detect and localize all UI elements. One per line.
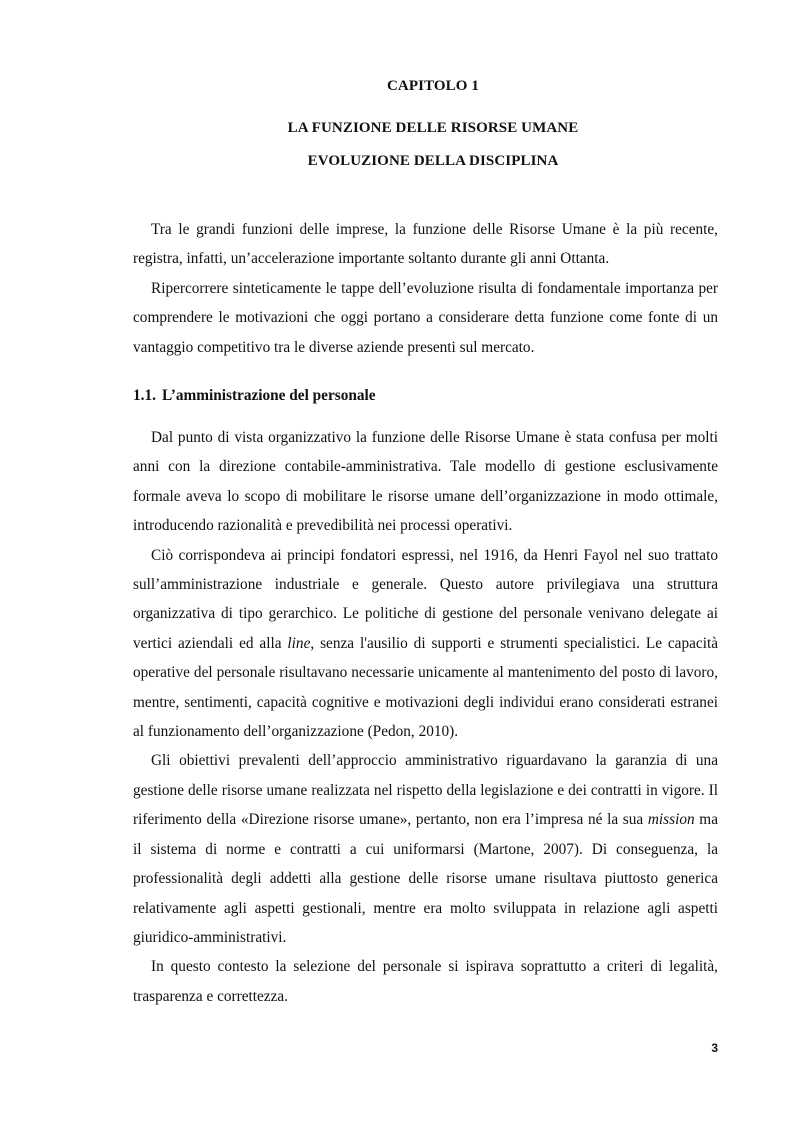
paragraph-text: ma il sistema di norme e contratti a cui uniformarsi (Martone, 2007). Di conseguenza, la professionalità degli addetti alla gestione delle risorse umane risultava piuttosto generica relativamente agli aspetti gestionali, mentre era molto sviluppata in relazione agli aspetti giuridico-amministrativi. — [133, 811, 718, 946]
body-paragraph — [133, 541, 718, 747]
italic-term: mission — [647, 811, 695, 829]
chapter-title: LA FUNZIONE DELLE RISORSE UMANE — [287, 120, 579, 136]
body-paragraph: Dal punto di vista organizzativo la funzione delle Risorse Umane è stata confusa per molti anni con la direzione contabile-amministrativa. Tale modello di gestione esclusivamente formale aveva lo scopo di mobilitare le risorse umane dell’organizzazione in modo ottimale, introducendo razionalità e prevedibilità nei processi operativi. — [133, 429, 718, 535]
chapter-number: CAPITOLO 1 — [387, 78, 479, 94]
paragraph-text: Ciò corrispondeva ai principi fondatori espressi, nel 1916, da Henri Fayol nel suo trattato sull’amministrazione industriale e generale. Questo autore privilegiava una struttura organizzativa di tipo gerarchico. Le politiche di gestione del personale venivano delegate ai vertici aziendali ed alla — [133, 546, 718, 652]
page-number: 3 — [711, 1041, 718, 1055]
intro-paragraph: Tra le grandi funzioni delle imprese, la funzione delle Risorse Umane è la più recente, registra, infatti, un’accelerazione importante soltanto durante gli anni Ottanta. — [133, 221, 718, 268]
body-paragraph: In questo contesto la selezione del personale si ispirava soprattutto a criteri di legalità, trasparenza e correttezza. — [133, 958, 718, 1005]
section-number: 1.1. — [133, 387, 156, 404]
intro-paragraph: Ripercorrere sinteticamente le tappe dell’evoluzione risulta di fondamentale importanza per comprendere le motivazioni che oggi portano a considerare detta funzione come fonte di un vantaggio competitivo tra le diverse aziende presenti sul mercato. — [133, 279, 718, 356]
section-body — [133, 423, 718, 1011]
intro-text — [133, 215, 718, 362]
section-heading — [133, 386, 376, 406]
paragraph-text: Gli obiettivi prevalenti dell’approccio amministrativo riguardavano la garanzia di una gestione delle risorse umane realizzata nel rispetto della legislazione e dei contratti in vigore. Il riferimento della «Direzione risorse umane», pertanto, non era l’impresa né la sua — [133, 752, 718, 829]
body-paragraph — [133, 746, 718, 952]
paragraph-text: , senza l'ausilio di supporti e strumenti specialistici. Le capacità operative del personale risultavano necessarie unicamente al mantenimento del posto di lavoro, mentre, sentimenti, capacità cognitive e motivazioni degli individui erano considerati estranei al funzionamento dell’organizzazione (Pedon, 2010). — [133, 634, 718, 741]
chapter-subtitle: EVOLUZIONE DELLA DISCIPLINA — [307, 153, 559, 169]
italic-term: line — [287, 634, 311, 652]
section-title: L’amministrazione del personale — [161, 387, 376, 404]
